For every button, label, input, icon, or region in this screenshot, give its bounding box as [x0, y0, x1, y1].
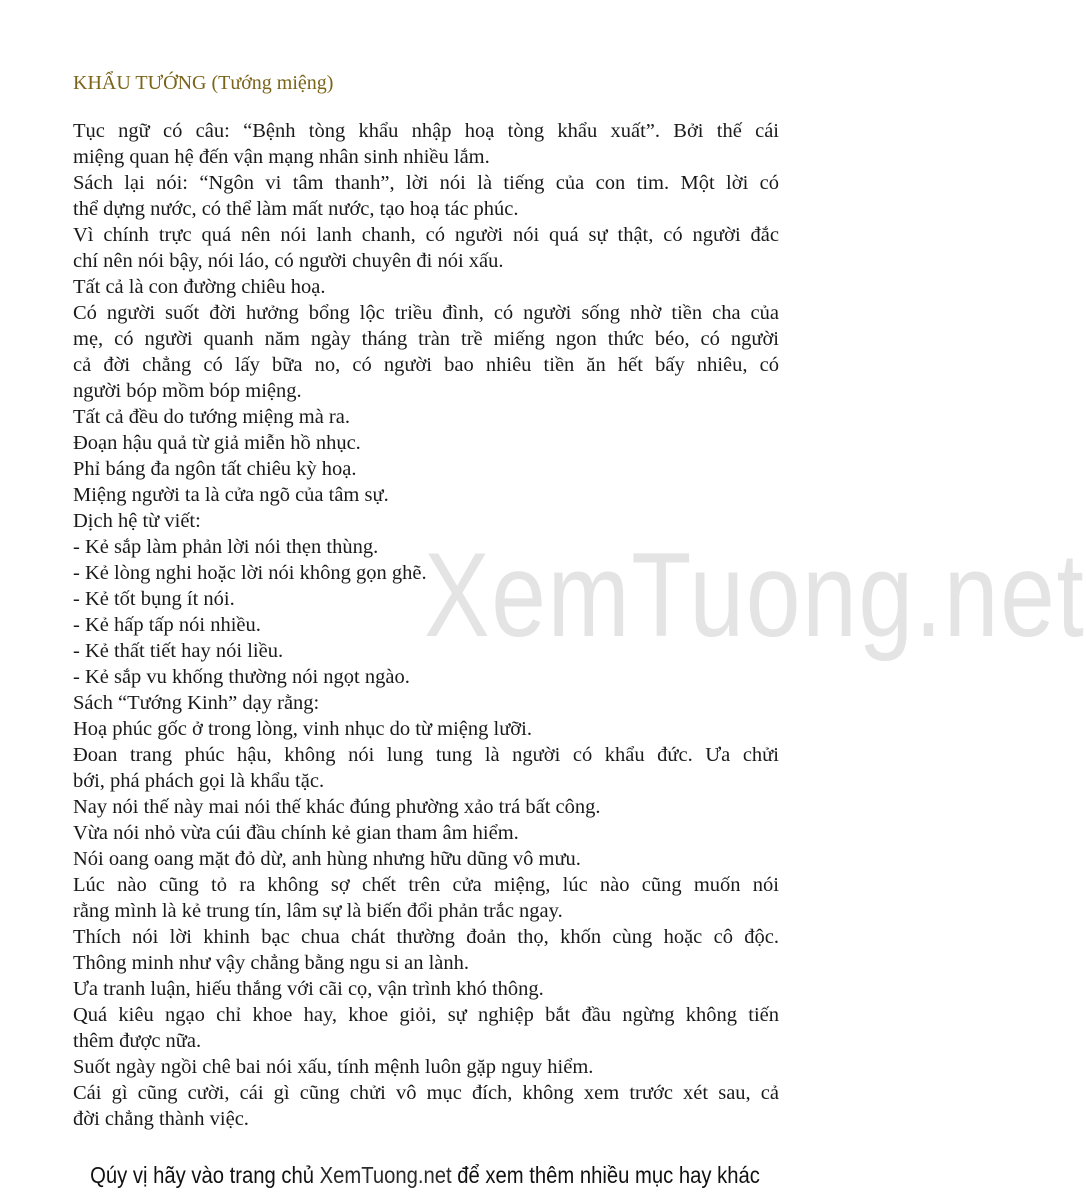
footer-prefix: Qúy vị hãy vào trang chủ	[90, 1162, 320, 1188]
text-line: Ưa tranh luận, hiếu thắng với cãi cọ, vận trình khó thông.	[73, 978, 544, 1000]
text-line: - Kẻ sắp làm phản lời nói thẹn thùng.	[73, 536, 379, 558]
text-line: Thông minh như vậy chẳng bằng ngu si an lành.	[73, 952, 469, 974]
text-line: Nay nói thế này mai nói thế khác đúng phường xảo trá bất công.	[73, 796, 601, 818]
text-line: đời chẳng thành việc.	[73, 1108, 249, 1130]
footer-site-link[interactable]: XemTuong.net	[319, 1162, 452, 1188]
document-body	[73, 118, 779, 1132]
text-line: rằng mình là kẻ trung tín, lâm sự là biến đổi phản trắc ngay.	[73, 900, 563, 922]
text-line: Tất cả đều do tướng miệng mà ra.	[73, 406, 350, 428]
text-line: Quá kiêu ngạo chỉ khoe hay, khoe giỏi, sự nghiệp bắt đầu ngừng không tiến	[73, 1004, 779, 1026]
text-line: Tất cả là con đường chiêu hoạ.	[73, 276, 326, 298]
text-line: Đoạn hậu quả từ giả miễn hồ nhục.	[73, 432, 361, 454]
text-line: Miệng người ta là cửa ngõ của tâm sự.	[73, 484, 389, 506]
text-line: Dịch hệ từ viết:	[73, 510, 201, 532]
text-line: bới, phá phách gọi là khẩu tặc.	[73, 770, 325, 792]
text-line: - Kẻ hấp tấp nói nhiều.	[73, 614, 261, 636]
text-line: - Kẻ thất tiết hay nói liều.	[73, 640, 284, 662]
text-line: - Kẻ tốt bụng ít nói.	[73, 588, 235, 610]
watermark: XemTuong.net	[424, 528, 1086, 662]
text-line: Suốt ngày ngồi chê bai nói xấu, tính mệnh luôn gặp nguy hiểm.	[73, 1056, 594, 1078]
text-line: mẹ, có người quanh năm ngày tháng tràn trề miếng ngon thức béo, có người	[73, 328, 779, 350]
text-line: Cái gì cũng cười, cái gì cũng chửi vô mục đích, không xem trước xét sau, cả	[73, 1082, 779, 1104]
text-line: chí nên nói bậy, nói láo, có người chuyên đi nói xấu.	[73, 250, 504, 272]
text-line: Phỉ báng đa ngôn tất chiêu kỳ hoạ.	[73, 458, 357, 480]
text-line: Hoạ phúc gốc ở trong lòng, vinh nhục do từ miệng lưỡi.	[73, 718, 532, 740]
text-line: thể dựng nước, có thể làm mất nước, tạo hoạ tác phúc.	[73, 198, 519, 220]
text-line: Đoan trang phúc hậu, không nói lung tung là người có khẩu đức. Ưa chửi	[73, 744, 779, 766]
footer-suffix: để xem thêm nhiều mục hay khác	[451, 1162, 760, 1188]
text-line: Vừa nói nhỏ vừa cúi đầu chính kẻ gian tham âm hiểm.	[73, 822, 519, 844]
text-line: thêm được nữa.	[73, 1030, 202, 1052]
footer-banner	[51, 1160, 799, 1190]
text-line: người bóp mồm bóp miệng.	[73, 380, 302, 402]
text-line: Nói oang oang mặt đỏ dừ, anh hùng nhưng hữu dũng vô mưu.	[73, 848, 581, 870]
text-line: Sách “Tướng Kinh” dạy rằng:	[73, 692, 320, 714]
text-line: Sách lại nói: “Ngôn vi tâm thanh”, lời nói là tiếng của con tim. Một lời có	[73, 172, 779, 194]
text-line: miệng quan hệ đến vận mạng nhân sinh nhiều lắm.	[73, 146, 490, 168]
text-line: Có người suốt đời hưởng bổng lộc triều đình, có người sống nhờ tiền cha của	[73, 302, 779, 324]
text-line: Thích nói lời khinh bạc chua chát thường đoản thọ, khốn cùng hoặc cô độc.	[73, 926, 779, 948]
text-line: Lúc nào cũng tỏ ra không sợ chết trên cửa miệng, lúc nào cũng muốn nói	[73, 874, 779, 896]
text-line: Vì chính trực quá nên nói lanh chanh, có người nói quá sự thật, có người đắc	[73, 224, 779, 246]
text-line: - Kẻ sắp vu khống thường nói ngọt ngào.	[73, 666, 410, 688]
page-title: KHẨU TƯỚNG (Tướng miệng)	[73, 72, 334, 94]
text-line: cả đời chẳng có lấy bữa no, có người bao nhiêu tiền ăn hết bấy nhiêu, có	[73, 354, 779, 376]
text-line: Tục ngữ có câu: “Bệnh tòng khẩu nhập hoạ tòng khẩu xuất”. Bởi thế cái	[73, 120, 779, 142]
text-line: - Kẻ lòng nghi hoặc lời nói không gọn ghẽ.	[73, 562, 427, 584]
